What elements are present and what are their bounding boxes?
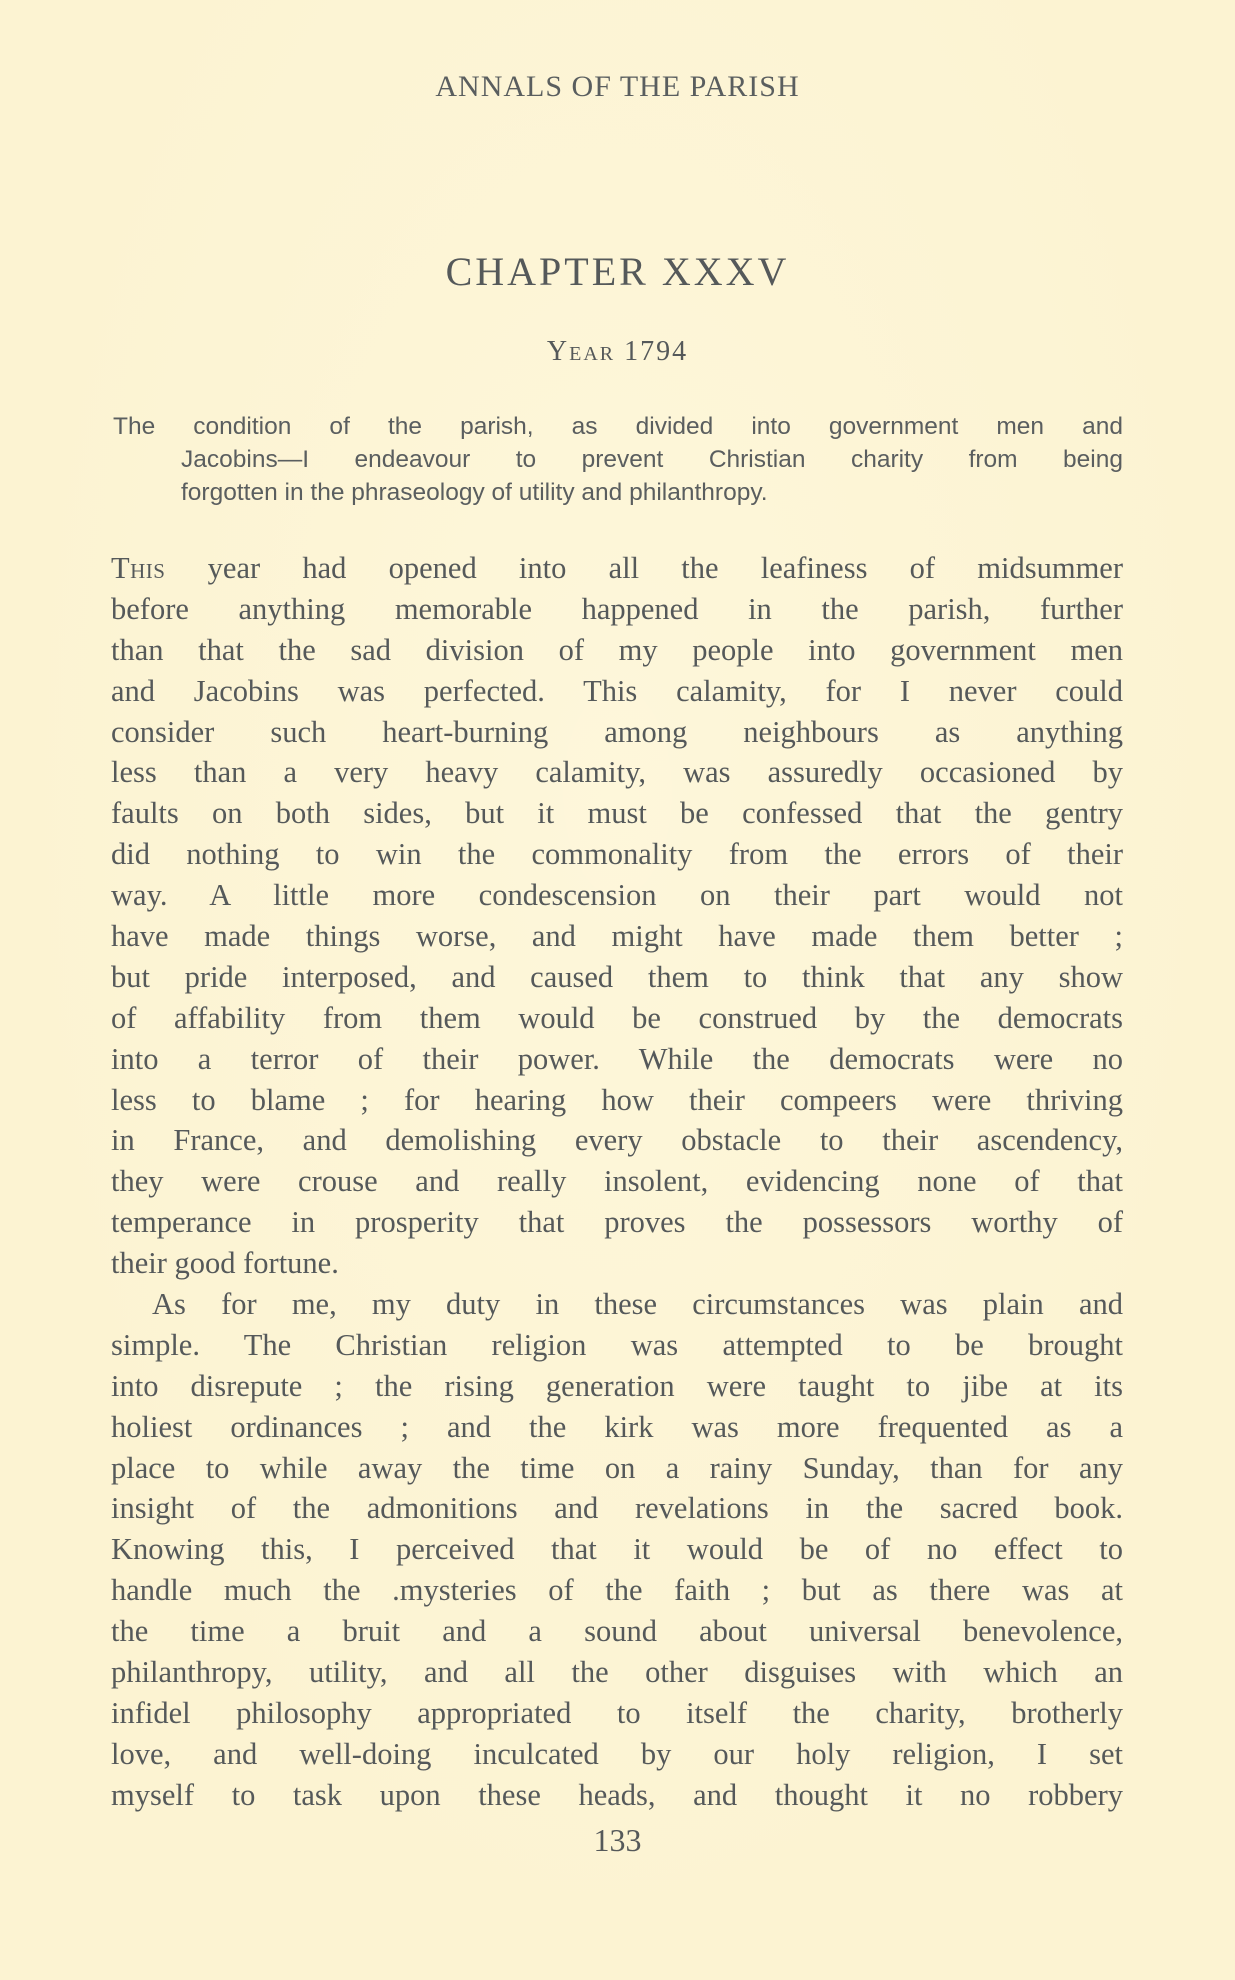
body-line: faults on both sides, but it must be confessed that the gentry bbox=[111, 796, 1123, 831]
body-text bbox=[111, 548, 1123, 1816]
body-line: of affability from them would be construed by the democrats bbox=[111, 1000, 1123, 1035]
body-line: temperance in prosperity that proves the possessors worthy of bbox=[111, 1205, 1123, 1240]
body-line: way. A little more condescension on their part would not bbox=[111, 878, 1123, 913]
body-line: simple. The Christian religion was attempted to be brought bbox=[111, 1327, 1123, 1362]
body-line: infidel philosophy appropriated to itself the charity, brotherly bbox=[111, 1695, 1123, 1730]
body-line: but pride interposed, and caused them to think that any show bbox=[111, 959, 1123, 994]
body-line: consider such heart-burning among neighbours as anything bbox=[111, 714, 1123, 749]
body-line: into a terror of their power. While the democrats were no bbox=[111, 1041, 1123, 1076]
opening-word: This bbox=[111, 551, 166, 585]
body-line: they were crouse and really insolent, evidencing none of that bbox=[111, 1164, 1123, 1199]
body-line: Knowing this, I perceived that it would be of no effect to bbox=[111, 1532, 1123, 1567]
body-line: and Jacobins was perfected. This calamity, for I never could bbox=[111, 673, 1123, 708]
chapter-year: Year 1794 bbox=[546, 336, 689, 367]
body-line-text: year had opened into all the leafiness of midsummer bbox=[165, 551, 1123, 585]
summary-line: The condition of the parish, as divided into government men and bbox=[113, 413, 1123, 440]
body-line: in France, and demolishing every obstacle to their ascendency, bbox=[111, 1123, 1123, 1158]
summary-line: Jacobins—I endeavour to prevent Christian charity from being bbox=[181, 446, 1123, 473]
body-line-first bbox=[111, 548, 1123, 589]
body-line: philanthropy, utility, and all the other disguises with which an bbox=[111, 1655, 1123, 1690]
body-line: their good fortune. bbox=[111, 1246, 339, 1281]
body-line: love, and well-doing inculcated by our holy religion, I set bbox=[111, 1736, 1123, 1771]
body-line: have made things worse, and might have made them better ; bbox=[111, 919, 1123, 954]
body-line: place to while away the time on a rainy Sunday, than for any bbox=[111, 1450, 1123, 1485]
body-line: insight of the admonitions and revelations in the sacred book. bbox=[111, 1491, 1123, 1526]
summary-line: forgotten in the phraseology of utility and philanthropy. bbox=[181, 479, 768, 506]
body-line: less than a very heavy calamity, was assuredly occasioned by bbox=[111, 755, 1123, 790]
chapter-title: CHAPTER XXXV bbox=[445, 249, 790, 294]
page-number: 133 bbox=[593, 1822, 642, 1858]
body-line: holiest ordinances ; and the kirk was more frequented as a bbox=[111, 1409, 1123, 1444]
body-line: the time a bruit and a sound about universal benevolence, bbox=[111, 1614, 1123, 1649]
body-line: handle much the .mysteries of the faith ; but as there was at bbox=[111, 1573, 1123, 1608]
body-line: did nothing to win the commonality from the errors of their bbox=[111, 837, 1123, 872]
body-line: myself to task upon these heads, and thought it no robbery bbox=[111, 1777, 1123, 1812]
body-line: than that the sad division of my people into government men bbox=[111, 632, 1123, 667]
body-line: before anything memorable happened in the parish, further bbox=[111, 591, 1123, 626]
chapter-summary bbox=[113, 410, 1123, 509]
running-head: ANNALS OF THE PARISH bbox=[435, 70, 800, 103]
body-line-paragraph-start: As for me, my duty in these circumstances was plain and bbox=[152, 1287, 1123, 1322]
body-line: less to blame ; for hearing how their compeers were thriving bbox=[111, 1082, 1123, 1117]
body-line: into disrepute ; the rising generation were taught to jibe at its bbox=[111, 1368, 1123, 1403]
